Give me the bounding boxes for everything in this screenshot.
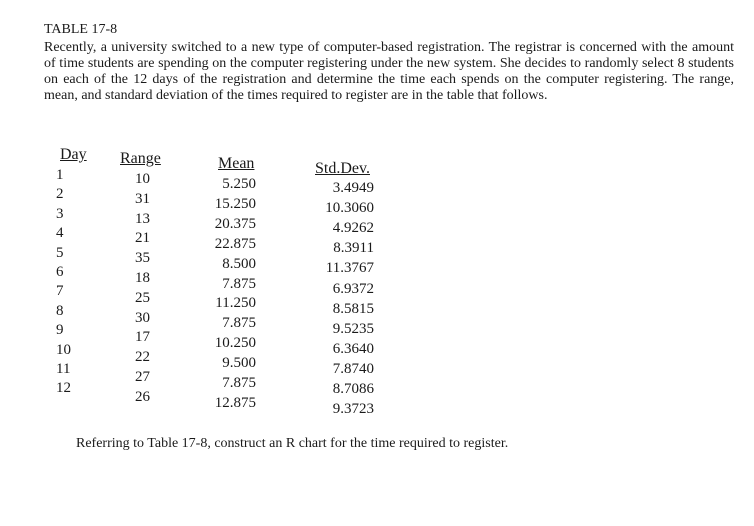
cell-day: 12 <box>56 380 71 397</box>
cell-mean: 7.875 <box>222 315 256 332</box>
header-range: Range <box>120 150 161 167</box>
cell-stddev: 3.4949 <box>332 180 374 196</box>
header-day: Day <box>60 146 87 163</box>
header-mean: Mean <box>218 155 255 172</box>
cell-range: 27 <box>135 369 150 385</box>
cell-stddev: 6.3640 <box>332 340 374 357</box>
cell-range: 31 <box>135 190 150 207</box>
cell-day: 10 <box>56 341 71 358</box>
cell-day: 3 <box>56 205 64 222</box>
cell-stddev: 4.9262 <box>332 220 374 237</box>
cell-day: 7 <box>56 283 64 300</box>
cell-stddev: 11.3767 <box>325 260 374 277</box>
cell-range: 13 <box>135 210 150 227</box>
cell-day: 2 <box>56 186 64 203</box>
table-title: TABLE 17-8 <box>44 22 118 37</box>
cell-stddev: 8.3911 <box>333 240 374 257</box>
cell-mean: 22.875 <box>214 235 256 252</box>
cell-mean: 5.250 <box>222 176 256 192</box>
cell-mean: 8.500 <box>222 255 256 272</box>
cell-day: 1 <box>56 167 64 183</box>
problem-description: Recently, a university switched to a new type of computer-based registration. The registrar is concerned with the amount of time students are spending on the computer registering under the new system. She decides to randomly select 8 students on each of the 12 days of the registration and determine the time each spends on the computer registering. The range, mean, and standard deviation of the times required to register are in the table that follows. <box>44 40 734 103</box>
cell-stddev: 8.5815 <box>332 300 374 317</box>
cell-mean: 9.500 <box>222 355 256 372</box>
cell-stddev: 9.3723 <box>332 401 374 418</box>
cell-mean: 20.375 <box>214 215 256 232</box>
cell-day: 6 <box>56 264 64 280</box>
cell-range: 10 <box>135 171 150 187</box>
header-stddev: Std.Dev. <box>315 160 370 177</box>
cell-range: 25 <box>135 289 150 306</box>
cell-range: 21 <box>135 230 150 247</box>
cell-stddev: 10.3060 <box>325 200 374 217</box>
cell-stddev: 6.9372 <box>332 280 374 297</box>
cell-mean: 7.875 <box>222 275 256 292</box>
cell-stddev: 8.7086 <box>332 381 374 397</box>
cell-mean: 15.250 <box>214 195 256 212</box>
cell-range: 17 <box>135 329 150 346</box>
cell-mean: 7.875 <box>222 375 256 391</box>
cell-day: 11 <box>56 361 71 377</box>
cell-range: 30 <box>135 309 150 326</box>
cell-stddev: 9.5235 <box>332 320 374 337</box>
cell-day: 4 <box>56 225 64 242</box>
cell-range: 26 <box>135 388 150 405</box>
cell-mean: 10.250 <box>214 335 256 352</box>
cell-mean: 12.875 <box>214 394 256 411</box>
cell-range: 18 <box>135 270 150 286</box>
cell-range: 22 <box>135 349 150 366</box>
cell-range: 35 <box>135 250 150 267</box>
cell-stddev: 7.8740 <box>332 360 374 377</box>
cell-day: 5 <box>56 244 64 261</box>
cell-day: 8 <box>56 302 64 319</box>
cell-day: 9 <box>56 322 64 339</box>
question-text: Referring to Table 17-8, construct an R chart for the time required to register. <box>76 436 509 451</box>
cell-mean: 11.250 <box>215 295 256 312</box>
